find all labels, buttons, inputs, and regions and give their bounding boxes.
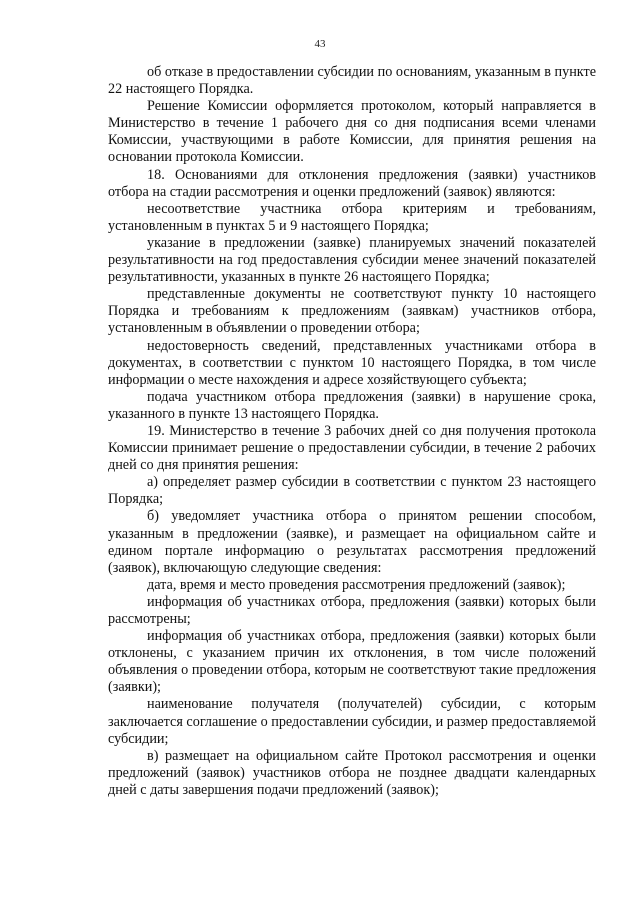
paragraph: Решение Комиссии оформляется протоколом, который направляется в Министерство в течение 1 рабочего дня со дня подписания всеми членами Комиссии, участвующими в работе Комиссии, для принятия решения на основании протокола Комиссии. [108, 98, 596, 166]
paragraph: информация об участниках отбора, предложения (заявки) которых были рассмотрены; [108, 593, 596, 627]
paragraph: 19. Министерство в течение 3 рабочих дней со дня получения протокола Комиссии принимает решение о предоставлении субсидии, в течение 2 рабочих дней со дня принятия решения: [108, 422, 596, 474]
page-number: 43 [314, 38, 326, 50]
paragraph: 18. Основаниями для отклонения предложения (заявки) участников отбора на стадии рассмотрения и оценки предложений (заявок) являются: [108, 166, 596, 200]
paragraph: недостоверность сведений, представленных участниками отбора в документах, в соответствии с пунктом 10 настоящего Порядка, в том числе информации о месте нахождения и адресе хозяйствующего субъекта; [108, 337, 596, 388]
paragraph: об отказе в предоставлении субсидии по основаниям, указанным в пункте 22 настоящего Порядка. [108, 64, 596, 98]
body-text [108, 64, 596, 799]
paragraph: подача участником отбора предложения (заявки) в нарушение срока, указанного в пункте 13 настоящего Порядка. [108, 388, 596, 422]
paragraph: в) размещает на официальном сайте Протокол рассмотрения и оценки предложений (заявок) участников отбора не позднее двадцати календарных дней с даты завершения подачи предложений (заявок); [108, 747, 596, 798]
paragraph: информация об участниках отбора, предложения (заявки) которых были отклонены, с указанием причин их отклонения, в том числе положений объявления о проведении отбора, которым не соответствуют такие предложения (заявки); [108, 628, 596, 696]
paragraph: наименование получателя (получателей) субсидии, с которым заключается соглашение о предоставлении субсидии, и размер предоставляемой субсидии; [108, 696, 596, 747]
paragraph: б) уведомляет участника отбора о принятом решении способом, указанным в предложении (заявке), и размещает на официальном сайте и едином портале информацию о результатах рассмотрения предложений (заявок), включающую следующие сведения: [108, 508, 596, 576]
paragraph: дата, время и место проведения рассмотрения предложений (заявок); [147, 576, 566, 593]
paragraph: указание в предложении (заявке) планируемых значений показателей результативности на год предоставления субсидии менее значений показателей результативности, указанных в пункте 26 настоящего Порядка; [108, 234, 596, 286]
paragraph: несоответствие участника отбора критериям и требованиям, установленным в пунктах 5 и 9 настоящего Порядка; [108, 200, 596, 234]
paragraph: представленные документы не соответствуют пункту 10 настоящего Порядка и требованиям к предложениям (заявкам) участников отбора, установленным в объявлении о проведении отбора; [108, 286, 596, 337]
paragraph: а) определяет размер субсидии в соответствии с пунктом 23 настоящего Порядка; [108, 474, 596, 508]
